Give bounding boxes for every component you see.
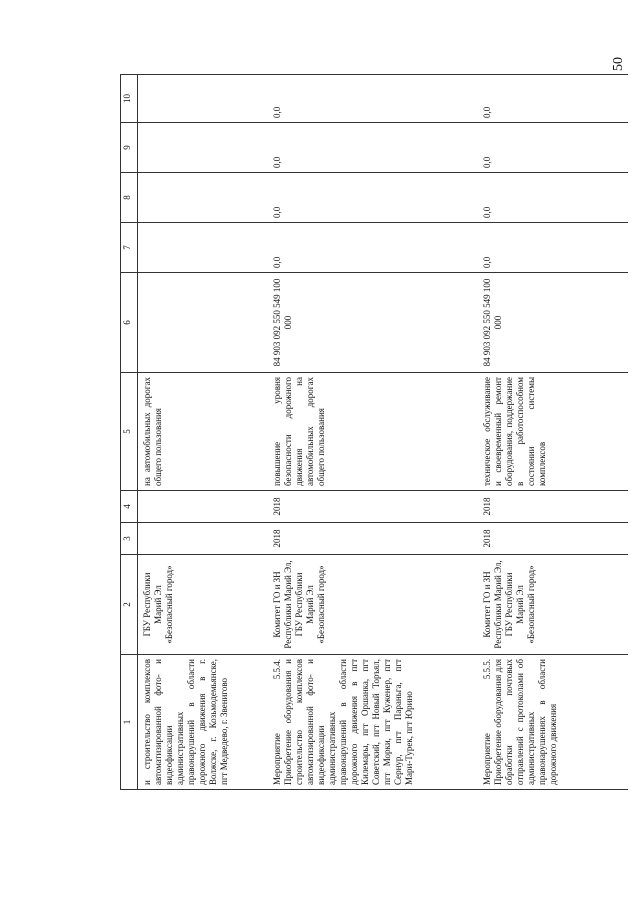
start-year: 2018	[478, 523, 628, 555]
budget-code: 84 903 092 550 549 100 000	[478, 273, 628, 373]
col-header-5: 5	[121, 373, 138, 491]
col-header-4: 4	[121, 491, 138, 523]
amount-col9: 0,0	[478, 123, 628, 173]
amount-col7: 0,0	[478, 223, 628, 273]
col-header-3: 3	[121, 523, 138, 555]
end-year: 2018	[268, 491, 478, 523]
executor: Комитет ГО и ЗН Республики Марий Эл, ГБУ Республики Марий Эл «Безопасный город»	[478, 555, 628, 655]
amount-col10: 0,0	[478, 75, 628, 123]
col-header-6: 6	[121, 273, 138, 373]
end-year	[138, 491, 268, 523]
col-header-9: 9	[121, 123, 138, 173]
amount-col10: 0,0	[268, 75, 478, 123]
amount-col7: 0,0	[268, 223, 478, 273]
amount-col10	[138, 75, 268, 123]
col-header-8: 8	[121, 173, 138, 223]
column-number-header	[121, 75, 138, 790]
col-header-1: 1	[121, 655, 138, 790]
executor: ГБУ Республики Марий Эл «Безопасный город»	[138, 555, 268, 655]
expected-result: техническое обслуживание и своевременный ремонт оборудования, поддержание в работоспособном состоянии системы комплексов	[478, 373, 628, 491]
table-row	[138, 75, 268, 790]
amount-col8	[138, 173, 268, 223]
executor: Комитет ГО и ЗН Республики Марий Эл, ГБУ Республики Марий Эл «Безопасный город»	[268, 555, 478, 655]
col-header-7: 7	[121, 223, 138, 273]
rotated-table-container	[120, 75, 630, 790]
page-number: 50	[611, 57, 626, 71]
expected-result: повышение уровня безопасности дорожного движения на автомобильных дорогах общего пользования	[268, 373, 478, 491]
start-year	[138, 523, 268, 555]
measure-description: Мероприятие 5.5.5. Приобретение оборудования для обработки почтовых отправлений с протоколами об административных правонарушениях в области дорожного движения	[478, 655, 628, 790]
col-header-10: 10	[121, 75, 138, 123]
amount-col9: 0,0	[268, 123, 478, 173]
amount-col8: 0,0	[268, 173, 478, 223]
budget-code	[138, 273, 268, 373]
budget-code: 84 903 092 550 549 100 000	[268, 273, 478, 373]
measure-description: и строительство комплексов автоматизированной фото- и видеофиксации административных правонарушений в области дорожного движения в г. Волжске, г. Козьмодемьянске, пгт Медведево, г. Звенигово	[138, 655, 268, 790]
budget-table	[120, 74, 628, 790]
col-header-2: 2	[121, 555, 138, 655]
amount-col7	[138, 223, 268, 273]
measure-description: Мероприятие 5.5.4. Приобретение оборудования и строительство комплексов автоматизированной фото- и видеофиксации административных правонарушений в области дорожного движения в пгт Килемары, пгт Оршанка, пгт Советский, пгт Новый Торъял, пгт Морки, пгт Куженер, пгт Сернур, пгт Параньга, пгт Мари-Турек, пгт Юрино	[268, 655, 478, 790]
expected-result: на автомобильных дорогах общего пользования	[138, 373, 268, 491]
start-year: 2018	[268, 523, 478, 555]
amount-col9	[138, 123, 268, 173]
table-row	[478, 75, 628, 790]
end-year: 2018	[478, 491, 628, 523]
amount-col8: 0,0	[478, 173, 628, 223]
table-row	[268, 75, 478, 790]
